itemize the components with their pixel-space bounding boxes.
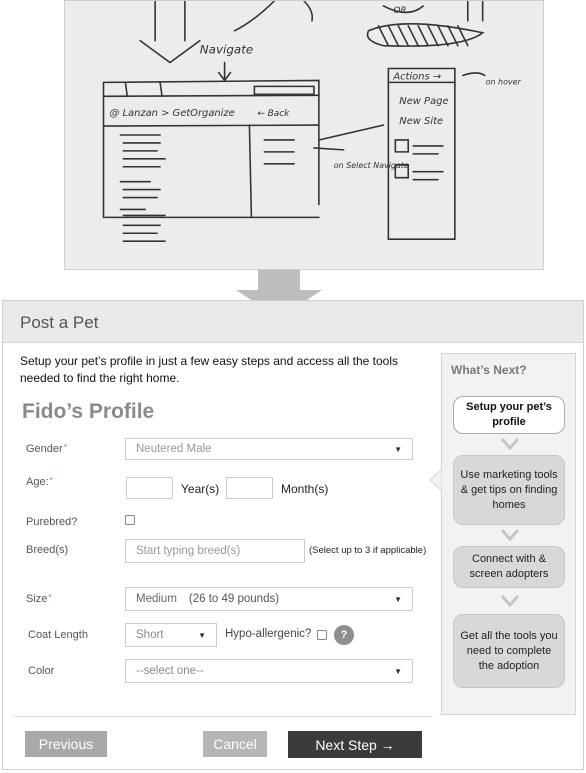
whats-next-sidebar	[441, 353, 576, 715]
panel-header	[3, 301, 583, 343]
color-label: Color	[28, 665, 55, 677]
coat-length-label: Coat Length	[28, 629, 88, 641]
sidebar-pointer-icon	[430, 469, 442, 491]
step-complete-adoption: Get all the tools you need to complete the adoption	[453, 614, 565, 688]
required-mark: *	[48, 593, 52, 602]
months-label: Month(s)	[281, 482, 329, 496]
color-select[interactable]	[125, 659, 413, 683]
sketch-actions-label: Actions →	[393, 71, 442, 83]
size-label: Size*	[26, 593, 52, 605]
whats-next-heading: What’s Next?	[451, 363, 527, 377]
previous-button[interactable]: Previous	[25, 731, 107, 757]
required-mark: *	[63, 443, 67, 452]
chevron-down-icon	[500, 437, 520, 451]
sketch-address-label: @ Lanzan > GetOrganize	[109, 108, 235, 120]
sketch-or-label: OR	[393, 5, 407, 16]
sketch-navigate-label: Navigate	[199, 42, 254, 57]
cancel-button[interactable]: Cancel	[203, 731, 267, 757]
dropdown-arrow-icon: ▼	[394, 444, 402, 454]
color-select-value: --select one--	[136, 665, 204, 677]
hypo-allergenic-checkbox[interactable]	[317, 630, 327, 640]
coat-length-select[interactable]	[125, 623, 217, 647]
age-months-input[interactable]	[226, 477, 273, 499]
wireframe-sketch-image	[64, 0, 544, 270]
sketch-back-label: ← Back	[257, 109, 290, 120]
breed-input[interactable]	[125, 539, 305, 563]
age-years-input[interactable]	[126, 477, 173, 499]
required-mark: *	[49, 476, 53, 485]
chevron-down-icon	[500, 594, 520, 608]
hypo-allergenic-label: Hypo-allergenic?	[225, 628, 312, 640]
breed-hint: (Select up to 3 if applicable)	[309, 545, 427, 556]
dropdown-arrow-icon: ▼	[198, 630, 206, 640]
sketch-on-select-label: on Select Navigate	[333, 160, 409, 170]
profile-title: Fido’s Profile	[22, 400, 155, 423]
next-step-button[interactable]: Next Step →	[288, 731, 422, 758]
years-label: Year(s)	[181, 482, 220, 496]
coat-length-value: Short	[136, 629, 164, 641]
breed-label: Breed(s)	[26, 544, 69, 556]
breed-input-placeholder: Start typing breed(s)	[136, 545, 241, 557]
gender-select[interactable]	[125, 438, 413, 460]
age-label: Age:*	[26, 476, 53, 488]
sketch-drawing	[65, 1, 543, 269]
post-a-pet-panel	[2, 300, 584, 770]
dropdown-arrow-icon: ▼	[394, 666, 402, 676]
gender-label: Gender*	[26, 443, 67, 455]
step-marketing-tools: Use marketing tools & get tips on finding homes	[453, 455, 565, 525]
sketch-on-hover-label: on hover	[485, 77, 521, 87]
step-setup-profile: Setup your pet’s profile	[453, 396, 565, 434]
help-icon[interactable]: ?	[334, 625, 354, 645]
size-select[interactable]	[125, 587, 413, 611]
purebred-checkbox[interactable]	[125, 515, 135, 525]
step-connect-adopters: Connect with & screen adopters	[453, 546, 565, 588]
dropdown-arrow-icon: ▼	[394, 594, 402, 604]
chevron-down-icon	[500, 528, 520, 542]
size-range-text: (26 to 49 pounds)	[188, 593, 280, 605]
size-select-value: Medium	[136, 593, 177, 605]
sketch-new-site-label: New Site	[399, 116, 444, 128]
purebred-label: Purebred?	[26, 516, 78, 528]
footer-divider	[13, 716, 433, 717]
intro-text: Setup your pet’s profile in just a few easy steps and access all the tools needed to find the right home.	[20, 354, 398, 385]
gender-select-value: Neutered Male	[136, 443, 212, 455]
sketch-new-page-label: New Page	[399, 96, 449, 108]
page-title: Post a Pet	[20, 313, 99, 332]
